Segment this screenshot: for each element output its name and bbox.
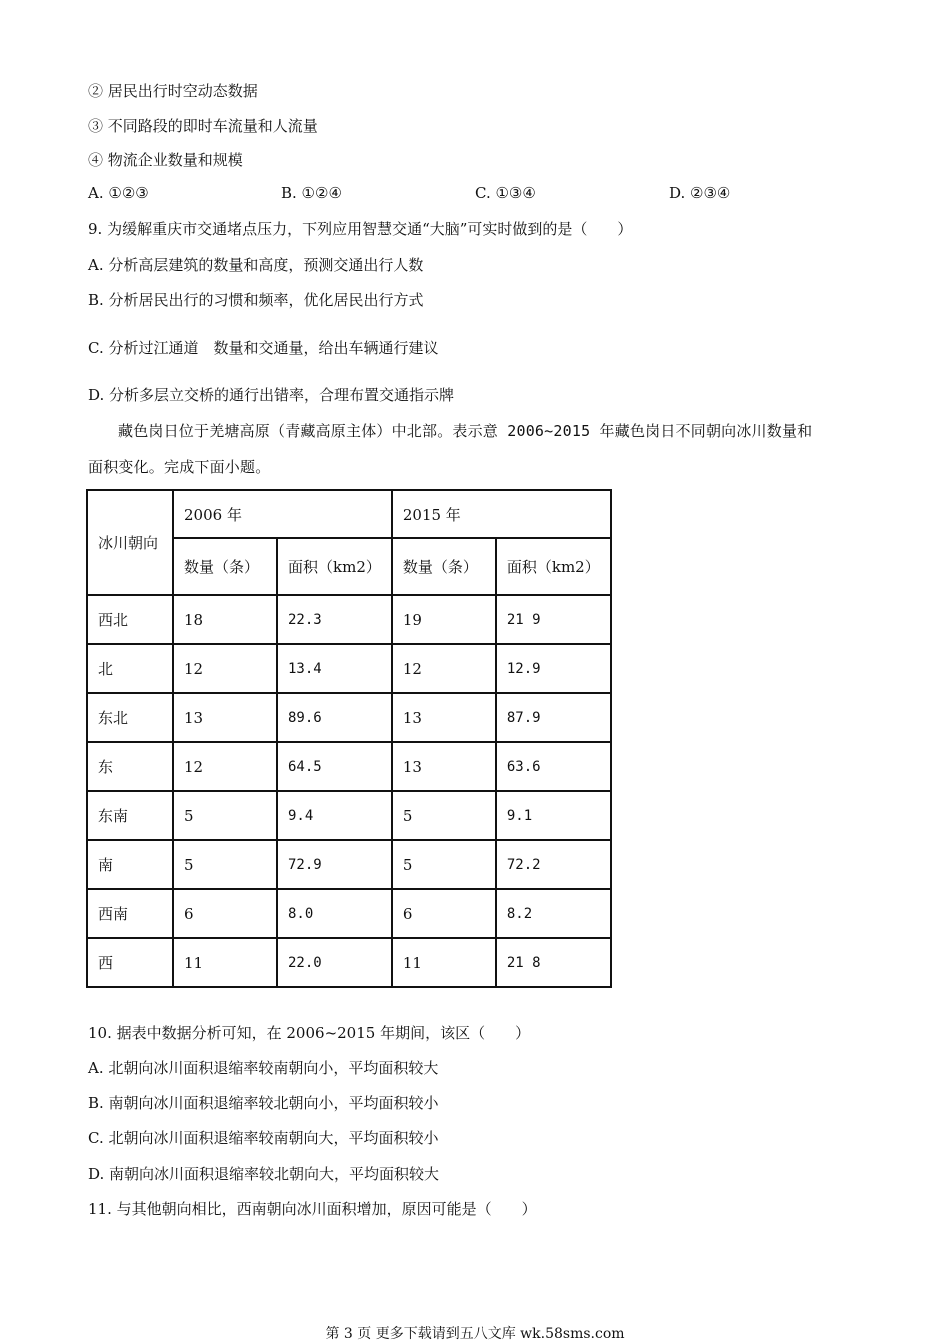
cell-area: 12.9 — [496, 644, 611, 693]
cell-area: 63.6 — [496, 742, 611, 791]
intro-line-2: 面积变化。完成下面小题。 — [88, 458, 271, 476]
cell-area: 72.9 — [277, 840, 392, 889]
cell-area: 21 9 — [496, 595, 611, 644]
q9-option-c: C. 分析过江通道 数量和交通量，给出车辆通行建议 — [88, 339, 439, 357]
cell-direction: 西 — [87, 938, 173, 987]
cell-count: 19 — [392, 595, 496, 644]
header-orientation: 冰川朝向 — [87, 490, 173, 595]
cell-direction: 西北 — [87, 595, 173, 644]
table-row — [87, 742, 611, 791]
cell-direction: 南 — [87, 840, 173, 889]
cell-area: 9.1 — [496, 791, 611, 840]
table-row — [87, 693, 611, 742]
cell-direction: 西南 — [87, 889, 173, 938]
q9-option-d: D. 分析多层立交桥的通行出错率，合理布置交通指示牌 — [88, 386, 455, 404]
table-row — [87, 644, 611, 693]
choice-c: C. ①③④ — [475, 184, 536, 202]
q10-option-a: A. 北朝向冰川面积退缩率较南朝向小，平均面积较大 — [88, 1059, 439, 1077]
cell-direction: 东北 — [87, 693, 173, 742]
option-line: ③ 不同路段的即时车流量和人流量 — [88, 117, 318, 135]
q10-option-c: C. 北朝向冰川面积退缩率较南朝向大，平均面积较小 — [88, 1129, 439, 1147]
q9-option-b: B. 分析居民出行的习惯和频率，优化居民出行方式 — [88, 291, 424, 309]
table-row — [87, 889, 611, 938]
q9-stem: 9. 为缓解重庆市交通堵点压力，下列应用智慧交通“大脑”可实时做到的是（ ） — [88, 220, 633, 238]
cell-area: 22.3 — [277, 595, 392, 644]
page-footer: 第 3 页 更多下载请到五八文库 wk.58sms.com — [325, 1326, 625, 1342]
header-year-2006: 2006 年 — [173, 490, 392, 538]
table-row — [87, 595, 611, 644]
cell-area: 21 8 — [496, 938, 611, 987]
cell-count: 13 — [392, 742, 496, 791]
cell-area: 72.2 — [496, 840, 611, 889]
option-line: ④ 物流企业数量和规模 — [88, 151, 243, 169]
cell-area: 87.9 — [496, 693, 611, 742]
cell-count: 5 — [392, 791, 496, 840]
q9-option-a: A. 分析高层建筑的数量和高度，预测交通出行人数 — [88, 256, 424, 274]
q8-choices — [88, 184, 808, 206]
choice-a: A. ①②③ — [88, 184, 149, 202]
q10-option-d: D. 南朝向冰川面积退缩率较北朝向大，平均面积较大 — [88, 1165, 440, 1183]
cell-count: 12 — [173, 644, 277, 693]
cell-area: 22.0 — [277, 938, 392, 987]
cell-direction: 东南 — [87, 791, 173, 840]
subheader-area: 面积（km2） — [496, 538, 611, 595]
header-year-2015: 2015 年 — [392, 490, 611, 538]
cell-area: 8.2 — [496, 889, 611, 938]
cell-count: 13 — [173, 693, 277, 742]
cell-area: 64.5 — [277, 742, 392, 791]
q10-stem: 10. 据表中数据分析可知，在 2006~2015 年期间，该区（ ） — [88, 1024, 531, 1042]
cell-count: 6 — [173, 889, 277, 938]
cell-area: 89.6 — [277, 693, 392, 742]
cell-count: 18 — [173, 595, 277, 644]
cell-count: 5 — [173, 840, 277, 889]
option-line: ② 居民出行时空动态数据 — [88, 82, 258, 100]
cell-count: 12 — [392, 644, 496, 693]
cell-count: 12 — [173, 742, 277, 791]
cell-area: 8.0 — [277, 889, 392, 938]
cell-count: 11 — [173, 938, 277, 987]
q10-option-b: B. 南朝向冰川面积退缩率较北朝向小，平均面积较小 — [88, 1094, 439, 1112]
cell-count: 6 — [392, 889, 496, 938]
cell-direction: 北 — [87, 644, 173, 693]
cell-area: 9.4 — [277, 791, 392, 840]
table-row — [87, 840, 611, 889]
cell-count: 5 — [392, 840, 496, 889]
choice-b: B. ①②④ — [281, 184, 342, 202]
subheader-area: 面积（km2） — [277, 538, 392, 595]
subheader-count: 数量（条） — [173, 538, 277, 595]
glacier-table — [86, 489, 612, 988]
q11-stem: 11. 与其他朝向相比，西南朝向冰川面积增加，原因可能是（ ） — [88, 1200, 537, 1218]
cell-count: 5 — [173, 791, 277, 840]
cell-count: 13 — [392, 693, 496, 742]
subheader-count: 数量（条） — [392, 538, 496, 595]
table-row — [87, 791, 611, 840]
choice-d: D. ②③④ — [669, 184, 731, 202]
intro-line-1: 藏色岗日位于羌塘高原（青藏高原主体）中北部。表示意 2006~2015 年藏色岗日不同朝向冰川数量和 — [118, 422, 813, 440]
cell-area: 13.4 — [277, 644, 392, 693]
table-row — [87, 938, 611, 987]
cell-count: 11 — [392, 938, 496, 987]
cell-direction: 东 — [87, 742, 173, 791]
